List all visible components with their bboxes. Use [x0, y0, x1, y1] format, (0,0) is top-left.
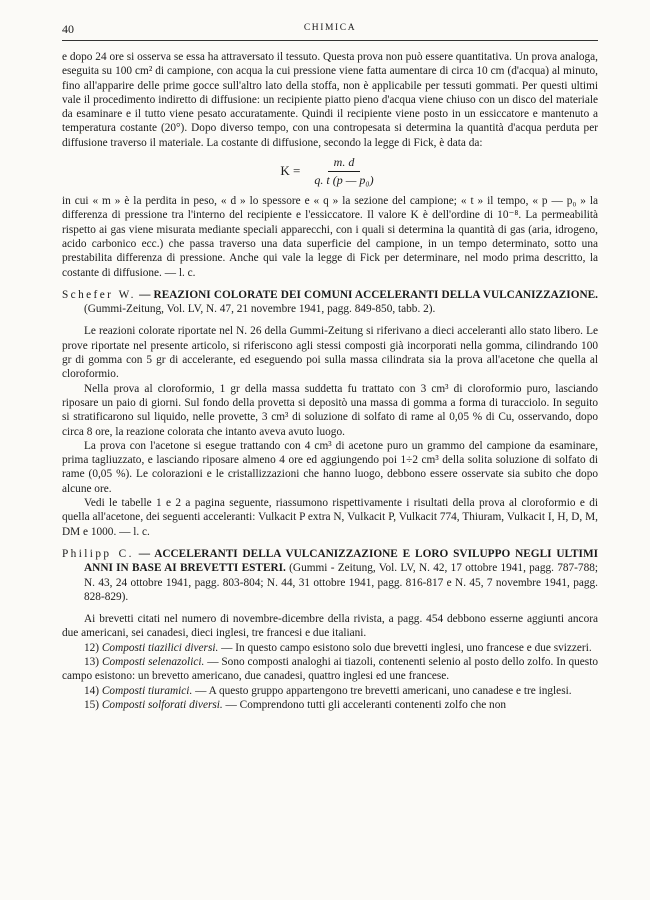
- article-paragraph: Nella prova al cloroformio, 1 gr della massa suddetta fu trattato con 3 cm³ di cloroformio puro, lasciando riposare un paio di giorni. Sul fondo della provetta si depositò una massa di gomma a forma di turacciolo. In seguito si stratificarono sul liquido, nelle provette, 3 cm³ di soluzione di solfato di rame al 0,05 % di Cu, osservando, dopo circa 8 ore, la reazione colorata che intanto aveva avuto luogo.: [62, 382, 598, 438]
- formula-lhs: K =: [280, 163, 301, 179]
- item-number: 12): [84, 641, 100, 654]
- fick-formula: [62, 152, 598, 190]
- formula-fraction: [308, 155, 379, 188]
- article-author: Schefer W.: [62, 288, 136, 301]
- article-schefer: [62, 288, 598, 539]
- item-number: 14): [84, 684, 100, 697]
- article-title: — ACCELERANTI DELLA VULCANIZZAZIONE E LORO SVILUPPO NEGLI ULTIMI ANNI IN BASE AI BREVETTI ESTERI.: [84, 547, 598, 575]
- page-body: [62, 50, 598, 712]
- article-paragraph: Le reazioni colorate riportate nel N. 26 della Gummi-Zeitung si riferivano a dieci acceleranti allo stato libero. Le prove riportate nel presente articolo, si riferiscono agli stessi composti già incorporati nella gomma, cilindrando 100 gr di gomma con 5 gr di accelerante, ed eseguendo poi sulla massa cilindrata sia la prova all'acetone che quella al cloroformio.: [62, 325, 598, 381]
- list-item: [62, 698, 598, 712]
- item-number: 15): [84, 698, 100, 711]
- list-item: [62, 655, 598, 684]
- paragraph-continued: e dopo 24 ore si osserva se essa ha attraversato il tessuto. Questa prova non può essere quantitativa. Un prova analoga, eseguita su 100 cm² di campione, con acqua la cui pressione viene fatta aumentare di circa 10 cm (d'acqua) al minuto, fino all'apparire delle prime gocce sull'altro lato della stoffa, non è applicabile per tessuti gommati. Per questi ultimi vale il procedimento indiretto di diffusione: un recipiente piatto pieno d'acqua viene chiuso con un disco del materiale da esaminare e il tutto viene pesato accuratamente. Quindi il recipiente viene posto in un essiccatore e mantenuto a temperatura costante (20°). Dopo diverso tempo, con una contropesata si determina la quantità d'acqua perduta per diffusione traverso il materiale. La costante di diffusione, secondo la legge di Fick, è data da:: [62, 51, 598, 149]
- item-label: Composti selenazolici.: [101, 655, 205, 668]
- item-label: Composti tiazilici diversi.: [101, 641, 219, 654]
- item-text: — A questo gruppo appartengono tre brevetti americani, uno canadese e tre inglesi.: [195, 684, 572, 697]
- article-heading: [62, 547, 598, 604]
- article-paragraph: La prova con l'acetone si esegue trattando con 4 cm³ di acetone puro un grammo del campione da esaminare, prima tagliuzzato, e lasciando riposare almeno 4 ore ed aggiungendo poi 1÷2 cm³ della solita soluzione di solfato di rame (0,05 %). Le colorazioni e le cristallizzazioni che hanno luogo, debbono essere osservate sia subito che dopo alcune ore.: [62, 439, 598, 495]
- item-text: — Sono composti analoghi ai tiazoli, contenenti selenio al posto dello zolfo. In questo campo esistono: un brevetto americano, due canadesi, quattro inglesi ed une francese.: [62, 655, 598, 683]
- paragraph-definitions: in cui « m » è la perdita in peso, « d » lo spessore e « q » la sezione del campione; « t » il tempo, « p — p₀ » la differenza di pressione tra l'interno del recipiente e l'essiccatore. Il valore K è dell'ordine di 10⁻⁸. La permeabilità rispetto ai gas viene misurata mediante speciali apparecchi, con i quali si determina la quantità di gas (aria, idrogeno, acido carbonico ecc.) che passa traverso una data superficie del campione, in un tempo determinato, sotto una prestabilita differenza di pressione. Anche qui vale la legge di Fick per determinare, nel modo prima descritto, la costante di diffusione. — l. c.: [62, 195, 598, 279]
- article-title: — REAZIONI COLORATE DEI COMUNI ACCELERANTI DELLA VULCANIZZAZIONE.: [139, 288, 598, 301]
- page-number: 40: [62, 22, 74, 36]
- article-citation: (Gummi - Zeitung, Vol. LV, N. 42, 17 ottobre 1941, pagg. 787-788; N. 43, 24 ottobre 1941, pagg. 803-804; N. 44, 31 ottobre 1941, pagg. 816-817 e N. 45, 7 novembre 1941, pagg. 828-829).: [84, 562, 599, 603]
- article-heading: [62, 288, 598, 317]
- item-text: — Comprendono tutti gli acceleranti contenenti zolfo che non: [225, 698, 506, 711]
- list-item: [62, 641, 598, 655]
- formula-denominator: q. t (p — p₀): [314, 172, 374, 187]
- running-header: [62, 22, 598, 38]
- item-number: 13): [84, 655, 100, 668]
- article-philipp: [62, 547, 598, 712]
- item-label: Composti solforati diversi.: [101, 698, 223, 711]
- article-citation: (Gummi-Zeitung, Vol. LV, N. 47, 21 novembre 1941, pagg. 849-850, tabb. 2).: [84, 303, 436, 316]
- running-title: CHIMICA: [303, 23, 357, 33]
- formula-numerator: m. d: [328, 155, 361, 172]
- article-paragraph: Vedi le tabelle 1 e 2 a pagina seguente, riassumono rispettivamente i risultati della prova al cloroformio e di quella all'acetone, dei seguenti acceleranti: Vulkacit P extra N, Vulkacit P, Vulkacit 774, Thiuram, Vulkacit I, H, D, M, DM e 1000. — l. c.: [62, 497, 598, 538]
- header-rule: [62, 40, 598, 41]
- item-label: Composti tiuramici.: [101, 684, 193, 697]
- article-intro: Ai brevetti citati nel numero di novembre-dicembre della rivista, a pagg. 454 debbono esserne aggiunti ancora due americani, sei canadesi, dieci inglesi, tre francesi e due italiani.: [62, 613, 598, 640]
- item-text: — In questo campo esistono solo due brevetti inglesi, uno francese e due svizzeri.: [221, 641, 592, 654]
- list-item: [62, 684, 598, 698]
- article-author: Philipp C.: [62, 547, 134, 560]
